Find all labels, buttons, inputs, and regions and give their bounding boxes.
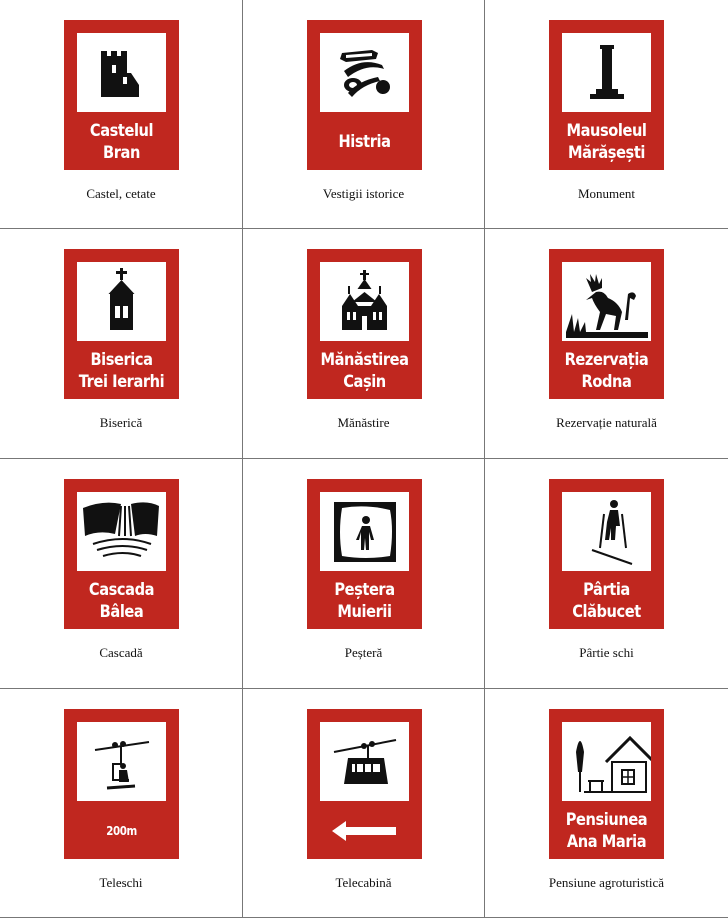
- sign-pictogram-panel: [320, 722, 409, 801]
- sign-label: [557, 576, 656, 626]
- sign-pictogram-panel: [320, 33, 409, 112]
- ski-lift-icon: [77, 722, 166, 801]
- tourist-sign: [307, 249, 422, 399]
- tourist-sign: [549, 709, 664, 859]
- waterfall-icon: [77, 492, 166, 571]
- sign-pictogram-panel: [77, 33, 166, 112]
- sign-cell: [243, 689, 485, 918]
- direction-arrow-icon: [307, 811, 422, 851]
- sign-label-line-2: Cașin: [343, 372, 386, 392]
- sign-label-line-2: Muierii: [337, 602, 392, 622]
- sign-label-line-1: 200m: [106, 824, 137, 838]
- sign-caption: Cascadă: [99, 645, 143, 660]
- sign-caption: Peșteră: [344, 645, 383, 660]
- sign-label: [72, 117, 171, 167]
- monastery-icon: [320, 262, 409, 341]
- sign-caption: Pensiune agroturistică: [548, 875, 665, 890]
- sign-label-line-2: Trei Ierarhi: [78, 372, 165, 392]
- sign-caption: Pârtie schi: [579, 645, 634, 660]
- sign-cell: [0, 229, 243, 459]
- sign-cell: [485, 459, 728, 689]
- sign-caption: Biserică: [99, 415, 143, 430]
- sign-label: [315, 346, 414, 396]
- sign-cell: [0, 689, 243, 918]
- sign-pictogram-panel: [562, 492, 651, 571]
- sign-label-line-1: Peștera: [334, 580, 395, 600]
- sign-label-line-1: Mausoleul: [566, 121, 647, 141]
- sign-label: [315, 576, 414, 626]
- tourist-sign: [307, 709, 422, 859]
- sign-pictogram-panel: [320, 492, 409, 571]
- sign-label-line-2: Mărășești: [568, 143, 645, 163]
- sign-cell: [243, 229, 485, 459]
- tourist-sign: [64, 249, 179, 399]
- sign-caption: Vestigii istorice: [322, 186, 405, 201]
- sign-label-line-1: Pensiunea: [565, 810, 648, 830]
- sign-label: [315, 117, 414, 167]
- sign-pictogram-panel: [562, 262, 651, 341]
- sign-label-line-1: Castelul: [89, 121, 154, 141]
- sign-label-line-1: Mănăstirea: [320, 350, 409, 370]
- sign-pictogram-panel: [562, 722, 651, 801]
- skier-icon: [562, 492, 651, 571]
- tourist-sign: [307, 479, 422, 629]
- sign-pictogram-panel: [77, 722, 166, 801]
- sign-label-line-2: Bâlea: [99, 602, 144, 622]
- sign-caption: Teleschi: [99, 875, 143, 890]
- cave-icon: [320, 492, 409, 571]
- sign-label-line-2: Rodna: [581, 372, 632, 392]
- sign-label-line-1: Cascada: [88, 580, 155, 600]
- sign-label: [72, 576, 171, 626]
- sign-label-line-1: Pârtia: [583, 580, 630, 600]
- sign-label-line-1: Histria: [338, 132, 391, 152]
- sign-cell: [485, 0, 728, 229]
- tourist-sign: [549, 20, 664, 170]
- tourist-sign: [64, 20, 179, 170]
- cable-car-icon: [320, 722, 409, 801]
- sign-caption: Rezervație naturală: [556, 415, 657, 430]
- guesthouse-icon: [562, 722, 651, 801]
- sign-caption: Monument: [577, 186, 636, 201]
- sign-pictogram-panel: [77, 262, 166, 341]
- sign-label-line-2: Ana Maria: [566, 832, 647, 852]
- sign-cell: [485, 229, 728, 459]
- tourist-sign: [64, 709, 179, 859]
- sign-caption: Telecabină: [335, 875, 392, 890]
- sign-label: [72, 346, 171, 396]
- church-icon: [77, 262, 166, 341]
- sign-label: [557, 346, 656, 396]
- sign-label-line-2: Bran: [103, 143, 140, 163]
- sign-cell: [0, 459, 243, 689]
- tourist-sign: [64, 479, 179, 629]
- tourist-sign: [549, 249, 664, 399]
- sign-cell: [243, 459, 485, 689]
- sign-cell: [485, 689, 728, 918]
- sign-cell: [0, 0, 243, 229]
- sign-label: [72, 806, 171, 856]
- sign-caption: Mănăstire: [337, 415, 390, 430]
- monument-icon: [562, 33, 651, 112]
- ruins-icon: [320, 33, 409, 112]
- sign-caption: Castel, cetate: [86, 186, 156, 201]
- tourist-sign: [307, 20, 422, 170]
- sign-label: [557, 806, 656, 856]
- deer-icon: [562, 262, 651, 341]
- sign-label-line-1: Rezervația: [564, 350, 649, 370]
- sign-label: [557, 117, 656, 167]
- sign-label-line-2: Clăbucet: [572, 602, 641, 622]
- sign-label-line-1: Biserica: [90, 350, 153, 370]
- sign-pictogram-panel: [77, 492, 166, 571]
- tourist-sign: [549, 479, 664, 629]
- castle-icon: [77, 33, 166, 112]
- sign-pictogram-panel: [562, 33, 651, 112]
- sign-pictogram-panel: [320, 262, 409, 341]
- sign-cell: [243, 0, 485, 229]
